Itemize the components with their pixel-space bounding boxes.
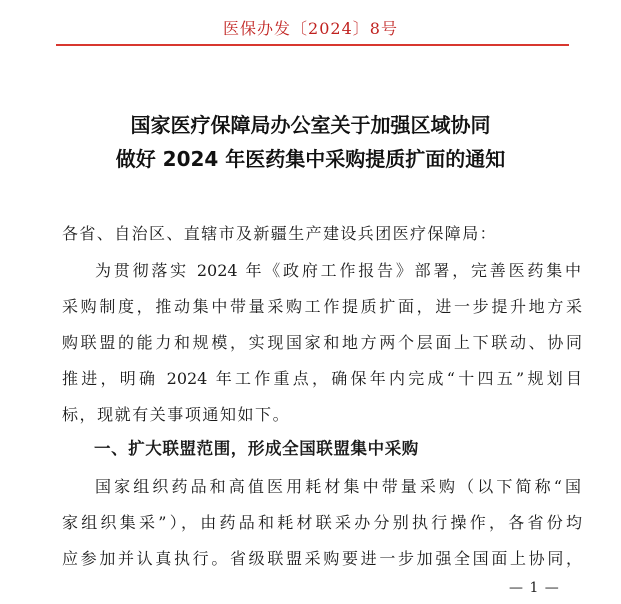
section-1-heading: 一、扩大联盟范围，形成全国联盟集中采购 [94,439,419,458]
salutation: 各省、自治区、直辖市及新疆生产建设兵团医疗保障局： [62,224,498,243]
paragraph-1-line-2: 采购制度，推动集中带量采购工作提质扩面，进一步提升地方采 [62,297,582,316]
paragraph-1-line-5: 标，现就有关事项通知如下。 [62,405,291,424]
paragraph-2-line-2: 家组织集采”），由药品和耗材联采办分别执行操作，各省份均 [62,513,582,532]
doc-number: 医保办发〔2024〕8号 [223,19,398,38]
paragraph-2-line-1: 国家组织药品和高值医用耗材集中带量采购（以下简称“国 [95,477,581,496]
paragraph-1-line-1: 为贯彻落实 2024 年《政府工作报告》部署，完善医药集中 [95,261,581,280]
page-number: — 1 — [509,580,560,596]
paragraph-1-line-4: 推进，明确 2024 年工作重点，确保年内完成“十四五”规划目 [62,369,582,388]
red-divider [56,44,569,46]
document-title-line-1: 国家医疗保障局办公室关于加强区域协同 [130,113,491,137]
paragraph-2-line-3: 应参加并认真执行。省级联盟采购要进一步加强全国面上协同， [62,549,582,568]
paragraph-1-line-3: 购联盟的能力和规模，实现国家和地方两个层面上下联动、协同 [62,333,582,352]
document-title-line-2: 做好 2024 年医药集中采购提质扩面的通知 [115,147,506,171]
